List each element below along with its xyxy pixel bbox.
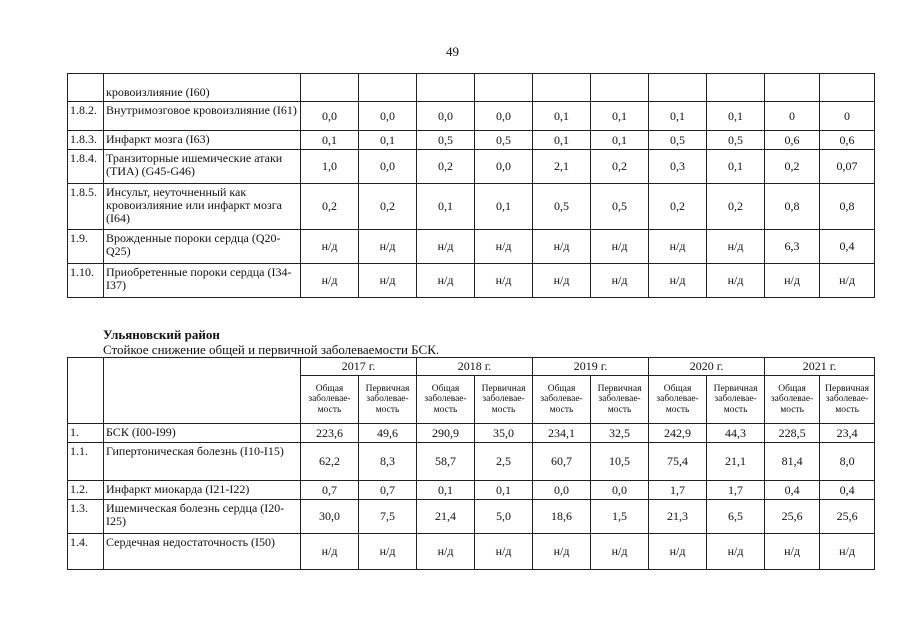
value-cell: н/д — [820, 534, 875, 570]
value-cell: 62,2 — [301, 443, 359, 481]
value-cell: 0,1 — [301, 131, 359, 150]
row-number: 1. — [68, 424, 104, 443]
value-cell: 21,4 — [417, 500, 475, 534]
section-title: Ульяновский район — [103, 327, 220, 342]
value-cell: 0,4 — [765, 481, 820, 500]
value-cell: 2,5 — [475, 443, 533, 481]
value-cell: 7,5 — [359, 500, 417, 534]
value-cell: 58,7 — [417, 443, 475, 481]
value-cell: н/д — [820, 264, 875, 298]
subheader-primary: Первичная заболевае-мость — [820, 376, 875, 424]
value-cell: 0,0 — [475, 150, 533, 184]
value-cell — [533, 74, 591, 102]
value-cell: 0,1 — [649, 102, 707, 131]
district-table-body — [68, 424, 875, 570]
value-cell: 21,1 — [707, 443, 765, 481]
value-cell — [820, 74, 875, 102]
value-cell: 0,6 — [765, 131, 820, 150]
value-cell: 0,0 — [417, 102, 475, 131]
table-row — [68, 102, 875, 131]
value-cell: 0,1 — [475, 184, 533, 230]
value-cell: 0,5 — [591, 184, 649, 230]
value-cell: 234,1 — [533, 424, 591, 443]
value-cell: 228,5 — [765, 424, 820, 443]
value-cell: 0,5 — [649, 131, 707, 150]
value-cell: 6,5 — [707, 500, 765, 534]
row-number: 1.8.4. — [68, 150, 104, 184]
value-cell: 30,0 — [301, 500, 359, 534]
value-cell: 0,2 — [649, 184, 707, 230]
value-cell: н/д — [649, 534, 707, 570]
value-cell: 0,2 — [707, 184, 765, 230]
value-cell: 0,2 — [591, 150, 649, 184]
value-cell: н/д — [475, 534, 533, 570]
value-cell: 0,07 — [820, 150, 875, 184]
value-cell: н/д — [591, 534, 649, 570]
value-cell: 1,7 — [649, 481, 707, 500]
subheader-general: Общая заболевае-мость — [533, 376, 591, 424]
row-number: 1.4. — [68, 534, 104, 570]
row-name: Сердечная недостаточность (I50) — [104, 534, 301, 570]
value-cell: 21,3 — [649, 500, 707, 534]
value-cell: 8,0 — [820, 443, 875, 481]
value-cell: 0,0 — [359, 150, 417, 184]
value-cell: 0,0 — [533, 481, 591, 500]
value-cell: 0,7 — [359, 481, 417, 500]
row-number: 1.8.2. — [68, 102, 104, 131]
value-cell: н/д — [359, 230, 417, 264]
value-cell: 0,0 — [591, 481, 649, 500]
value-cell: 0,5 — [475, 131, 533, 150]
value-cell: н/д — [591, 230, 649, 264]
page-number: 49 — [446, 44, 459, 59]
year-header: 2020 г. — [649, 358, 765, 376]
row-name: кровоизлияние (I60) — [104, 74, 301, 102]
value-cell: н/д — [359, 264, 417, 298]
year-header: 2021 г. — [765, 358, 875, 376]
value-cell: 60,7 — [533, 443, 591, 481]
value-cell: н/д — [475, 230, 533, 264]
table-row — [68, 500, 875, 534]
table-row — [68, 264, 875, 298]
table-row — [68, 481, 875, 500]
table-row — [68, 424, 875, 443]
value-cell: н/д — [649, 230, 707, 264]
value-cell: 1,0 — [301, 150, 359, 184]
value-cell — [359, 74, 417, 102]
value-cell: 35,0 — [475, 424, 533, 443]
row-name: Ишемическая болезнь сердца (I20-I25) — [104, 500, 301, 534]
row-number: 1.2. — [68, 481, 104, 500]
subheader-primary: Первичная заболевае-мость — [707, 376, 765, 424]
subheader-general: Общая заболевае-мость — [417, 376, 475, 424]
value-cell: 75,4 — [649, 443, 707, 481]
row-name: Инфаркт миокарда (I21-I22) — [104, 481, 301, 500]
value-cell: 0 — [820, 102, 875, 131]
table-row — [68, 131, 875, 150]
value-cell: 0,4 — [820, 481, 875, 500]
value-cell — [417, 74, 475, 102]
value-cell: н/д — [591, 264, 649, 298]
subheader-primary: Первичная заболевае-мость — [359, 376, 417, 424]
value-cell: 1,5 — [591, 500, 649, 534]
value-cell: 223,6 — [301, 424, 359, 443]
value-cell: н/д — [533, 264, 591, 298]
row-number: 1.8.3. — [68, 131, 104, 150]
value-cell: 0,0 — [475, 102, 533, 131]
row-number: 1.9. — [68, 230, 104, 264]
row-name: Транзиторные ишемические атаки (ТИА) (G45-G46) — [104, 150, 301, 184]
value-cell: 23,4 — [820, 424, 875, 443]
value-cell: н/д — [533, 534, 591, 570]
value-cell: 0,3 — [649, 150, 707, 184]
value-cell: 242,9 — [649, 424, 707, 443]
value-cell: 0,2 — [359, 184, 417, 230]
subheader-primary: Первичная заболевае-мость — [591, 376, 649, 424]
row-name: Инфаркт мозга (I63) — [104, 131, 301, 150]
row-name: Врожденные пороки сердца (Q20-Q25) — [104, 230, 301, 264]
value-cell: 0,2 — [417, 150, 475, 184]
value-cell: 0,1 — [533, 102, 591, 131]
table-row — [68, 150, 875, 184]
value-cell: 0,2 — [765, 150, 820, 184]
value-cell: н/д — [475, 264, 533, 298]
upper-table-body — [68, 74, 875, 298]
value-cell: н/д — [765, 264, 820, 298]
value-cell: 0,5 — [417, 131, 475, 150]
value-cell: 0,8 — [765, 184, 820, 230]
table-row — [68, 74, 875, 102]
value-cell: н/д — [707, 230, 765, 264]
value-cell: 290,9 — [417, 424, 475, 443]
value-cell: н/д — [707, 264, 765, 298]
table-row — [68, 534, 875, 570]
year-header: 2017 г. — [301, 358, 417, 376]
value-cell: 0,1 — [533, 131, 591, 150]
value-cell: 0,1 — [359, 131, 417, 150]
value-cell: 44,3 — [707, 424, 765, 443]
value-cell: 0,7 — [301, 481, 359, 500]
district-data-table — [67, 357, 875, 570]
subheader-general: Общая заболевае-мость — [301, 376, 359, 424]
subheader-general: Общая заболевае-мость — [649, 376, 707, 424]
header-empty-name — [104, 358, 301, 424]
value-cell: н/д — [649, 264, 707, 298]
value-cell: 0,1 — [707, 102, 765, 131]
value-cell: 0,6 — [820, 131, 875, 150]
value-cell — [649, 74, 707, 102]
header-empty-num — [68, 358, 104, 424]
row-number: 1.10. — [68, 264, 104, 298]
value-cell: 25,6 — [820, 500, 875, 534]
value-cell: 81,4 — [765, 443, 820, 481]
value-cell: н/д — [765, 534, 820, 570]
year-header-row — [68, 358, 875, 376]
row-name: Приобретенные пороки сердца (I34-I37) — [104, 264, 301, 298]
row-number: 1.1. — [68, 443, 104, 481]
value-cell: 0,4 — [820, 230, 875, 264]
value-cell: 0,1 — [417, 184, 475, 230]
value-cell: 0,1 — [417, 481, 475, 500]
value-cell: 1,7 — [707, 481, 765, 500]
row-name: БСК (I00-I99) — [104, 424, 301, 443]
year-header: 2019 г. — [533, 358, 649, 376]
value-cell: 0,1 — [707, 150, 765, 184]
value-cell: 0,5 — [707, 131, 765, 150]
value-cell — [707, 74, 765, 102]
value-cell: 32,5 — [591, 424, 649, 443]
value-cell: 2,1 — [533, 150, 591, 184]
value-cell: 0,1 — [591, 102, 649, 131]
row-name: Внутримозговое кровоизлияние (I61) — [104, 102, 301, 131]
value-cell — [301, 74, 359, 102]
value-cell: н/д — [533, 230, 591, 264]
row-number: 1.8.5. — [68, 184, 104, 230]
section-subtitle: Стойкое снижение общей и первичной заболеваемости БСК. — [103, 342, 440, 357]
value-cell: н/д — [417, 230, 475, 264]
value-cell: 8,3 — [359, 443, 417, 481]
value-cell: н/д — [707, 534, 765, 570]
value-cell: 18,6 — [533, 500, 591, 534]
value-cell: 25,6 — [765, 500, 820, 534]
value-cell: 6,3 — [765, 230, 820, 264]
value-cell: 0,8 — [820, 184, 875, 230]
value-cell: н/д — [417, 264, 475, 298]
value-cell: 0 — [765, 102, 820, 131]
subheader-primary: Первичная заболевае-мость — [475, 376, 533, 424]
subheader-general: Общая заболевае-мость — [765, 376, 820, 424]
value-cell: 5,0 — [475, 500, 533, 534]
value-cell: 0,5 — [533, 184, 591, 230]
value-cell — [765, 74, 820, 102]
value-cell: н/д — [359, 534, 417, 570]
table-row — [68, 184, 875, 230]
value-cell: 49,6 — [359, 424, 417, 443]
table-row — [68, 230, 875, 264]
upper-data-table — [67, 73, 875, 298]
row-number — [68, 74, 104, 102]
value-cell — [475, 74, 533, 102]
value-cell: 0,0 — [301, 102, 359, 131]
value-cell: 0,2 — [301, 184, 359, 230]
table-row — [68, 443, 875, 481]
row-name: Гипертоническая болезнь (I10-I15) — [104, 443, 301, 481]
row-name: Инсульт, неуточненный как кровоизлияние или инфаркт мозга (I64) — [104, 184, 301, 230]
row-number: 1.3. — [68, 500, 104, 534]
value-cell: н/д — [417, 534, 475, 570]
value-cell: н/д — [301, 534, 359, 570]
value-cell: н/д — [301, 230, 359, 264]
value-cell: 10,5 — [591, 443, 649, 481]
year-header: 2018 г. — [417, 358, 533, 376]
value-cell: 0,1 — [591, 131, 649, 150]
value-cell: 0,1 — [475, 481, 533, 500]
value-cell: 0,0 — [359, 102, 417, 131]
value-cell — [591, 74, 649, 102]
value-cell: н/д — [301, 264, 359, 298]
